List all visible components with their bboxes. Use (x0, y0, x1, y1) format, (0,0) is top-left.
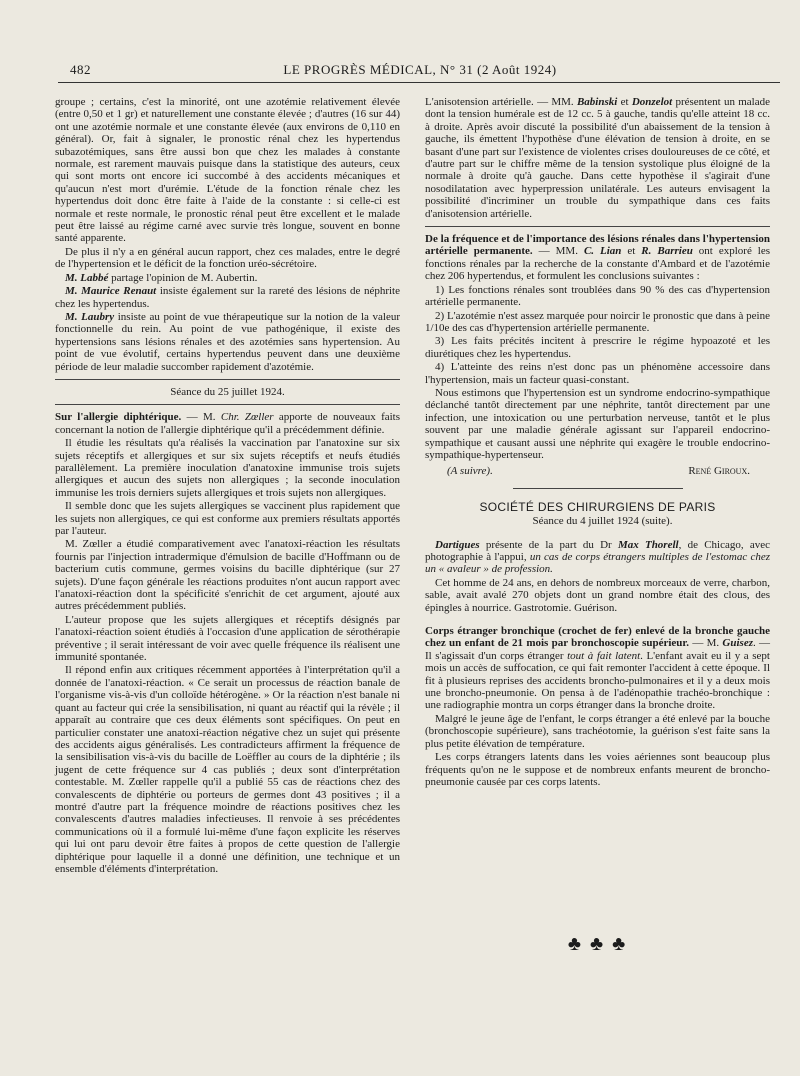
paragraph: M. Maurice Renaut insiste également sur la rareté des lésions de néphrite chez les hypertendus. (55, 285, 400, 310)
paragraph: De plus il n'y a en général aucun rapport, chez ces malades, entre le degré de l'hypertension et le déficit de la fonction uréo-sécrétoire. (55, 245, 400, 271)
paragraph: Malgré le jeune âge de l'enfant, le corps étranger a été enlevé par la bouche (bronchoscopie supérieure), sans trachéotomie, la guérison s'est faite sans la plus petite élévation de température. (425, 712, 770, 750)
to-be-continued: (A suivre). (447, 465, 493, 478)
paragraph: Il répond enfin aux critiques récemment apportées à l'interprétation qu'il a donnée de l'anatoxi-réaction. « Ce serait un processus de réaction banale de l'organisme vis-à-vis d'un colloïde hétérogène. » Or la réaction n'est banale ni quant au facteur qui crée la sensibilisation, ni quant au réactif qui la révèle ; il apparaît au contraire que ces deux éléments sont spécifiques. On peut en particulier constater une anatoxi-réaction négative chez un sujet qui présente des accidents aigus généralisés. Les contradicteurs affirment la fréquence de la sensibilisation vis-à-vis du bacille de Loëffler au cours de la diphtérie ; ils jugent de cette fréquence sur 4 cas publiés ; deux sont d'interprétation contestable. M. Zœller rappelle qu'il a publié 55 cas de réactions chez des convalescents de diphtérie ou porteurs de germes dont 43 positives ; il a montré d'autre part la fréquence moindre de réactions positives chez les convalescents d'autres maladies infectieuses. Il renvoie à ses précédentes communications où il a formulé lui-même d'une façon explicite les réserves qui lui ont paru devoir être faites à propos de cette question de l'allergie diphtérique pour laquelle il a donné une définition, une technique et un ensemble d'éléments d'interprétation. (55, 664, 400, 875)
right-column (425, 96, 771, 956)
seance-date: Séance du 4 juillet 1924 (suite). (532, 515, 673, 528)
paragraph: Corps étranger bronchique (crochet de fer) enlevé de la bronche gauche chez un enfant de 21 mois par bronchoscopie supérieur. — M. Guisez. — Il s'agissait d'un corps étranger tout à fait latent. L'enfant avait eu il y a sept mois un accès de suffocation, ce qui fait remonter l'accident à cette époque. Il fit à plusieurs reprises des accidents broncho-pulmonaires et il y a deux mois une broncho-pneumonie. On pensa à de l'adénopathie trachéo-bronchique : une radiographie montra un corps étranger dans la bronche droite. (425, 625, 771, 712)
signature-line (425, 465, 770, 477)
paragraph: Il étudie les résultats qu'a réalisés la vaccination par l'anatoxine sur six sujets réceptifs et allergiques et sur six sujets réceptifs et neufs étudiés parallèlement. La première inoculation d'anatoxine immunise trois sujets allergiques et aucun des sujets non allergiques ; la seconde inoculation immunise les trois derniers sujets allergiques et trois sujets non allergiques. (55, 437, 400, 499)
section-divider (425, 226, 770, 227)
header-rule (58, 82, 780, 83)
conclusion-item: 2) L'azotémie n'est assez marquée pour noircir le pronostic que dans à peine 1/10e des cas d'hypertension artérielle permanente. (425, 309, 770, 334)
paragraph: L'auteur propose que les sujets allergiques et réceptifs désignés par l'anatoxi-réaction soient étudiés à l'occasion d'une application de sérothérapie préventive ; il serait intéressant de voir avec quelle fréquence ils réalisent une immunité spontanée. (55, 613, 400, 664)
conclusion-item: 4) L'atteinte des reins n'est donc pas un phénomène accessoire dans l'hypertension, mais un facteur quasi-constant. (425, 361, 770, 386)
author-name: René Giroux. (688, 465, 750, 478)
journal-title: LE PROGRÈS MÉDICAL, N° 31 (2 Août 1924) (283, 62, 557, 77)
page-header (70, 62, 770, 80)
ornament-icon: ♣ ♣ ♣ (567, 933, 628, 956)
paragraph: M. Laubry insiste au point de vue thérapeutique sur la notion de la valeur fonctionnelle du rein. Au point de vue pathogénique, il existe des hypertensions sans lésions rénales et des azotémies sans hypertension. Au point de vue évolutif, certains hypertendus peuvent dans une deuxième période de leur maladie succomber rapidement d'azotémie. (55, 310, 400, 373)
section-divider (55, 379, 400, 380)
paragraph: L'anisotension artérielle. — MM. Babinski et Donzelot présentent un malade dont la tension humérale est de 12 cc. 5 à gauche, tandis qu'elle atteint 18 cc. à droite. Après avoir discuté la possibilité d'un abaissement de la tension à gauche, ils émettent l'hypothèse d'une élévation de tension à droite, en se basant d'une part sur l'existence de violentes crises douloureuses de ce côté, et d'autre part sur le chiffre même de la tension systolique plus éloigné de la normale à droite qu'à gauche. Dans cette hypothèse il s'agirait d'une nosodilatation avec hyperpression unilatérale. Les auteurs envisagent la possibilité d'incriminer un trouble du sympathique dans ces faits d'anisotension artérielle. (425, 96, 770, 220)
paragraph: M. Labbé partage l'opinion de M. Aubertin. (65, 271, 258, 284)
seance-date: Séance du 25 juillet 1924. (170, 385, 285, 398)
paragraph: Dartigues présente de la part du Dr Max Thorell, de Chicago, avec photographie à l'appui, un cas de corps étrangers multiples de l'estomac chez un « avaleur » de profession. (425, 538, 770, 576)
paragraph: Il semble donc que les sujets allergiques se vaccinent plus rapidement que les sujets non allergiques, ce qui est conforme aux premiers résultats apportés par l'auteur. (55, 500, 400, 537)
left-column (55, 96, 400, 876)
paragraph: Nous estimons que l'hypertension est un syndrome endocrino-sympathique déclanché tantôt directement par une néphrite, tantôt directement par une infection, une intoxication ou une perturbation nerveuse, tantôt et le plus souvent par une maladie générale agissant sur l'appareil endocrino-sympathique et causant aussi une néphrite qui exagère le trouble endocrino-sympathique-hypertenseur. (425, 386, 770, 461)
paragraph: De la fréquence et de l'importance des lésions rénales dans l'hypertension artérielle permanente. — MM. C. Lian et R. Barrieu ont exploré les fonctions rénales par la recherche de la constante d'Ambard et de l'azotémie chez 206 hypertendus, et formulent les conclusions suivantes : (425, 233, 771, 283)
section-divider (513, 488, 683, 489)
paragraph: M. Zœller a étudié comparativement avec l'anatoxi-réaction les résultats fournis par l'injection intradermique d'émulsion de bacille d'Hoffmann ou de bacterium cutis commune, germes voisins du bacille diphtérique (sur 27 sujets). D'une façon générale les réactions produites n'ont aucun rapport avec l'anatoxi-réaction dont la spécificité s'enrichit de cet argument, ajouté aux autres précédemment publiés. (55, 538, 400, 613)
conclusion-item: 3) Les faits précités incitent à prescrire le régime hypoazoté et les diurétiques chez les hypertendus. (425, 335, 770, 360)
society-heading: SOCIÉTÉ DES CHIRURGIENS DE PARIS (479, 499, 716, 514)
page-number: 482 (70, 62, 91, 77)
section-divider (55, 404, 400, 405)
paragraph: groupe ; certains, c'est la minorité, ont une azotémie relativement élevée (entre 0,50 et 1 gr) et naturellement une constante élevée ; d'autres (16 sur 44) ont une azotémie normale et une constante élevée (aux environs de 0,110 en général). Or, fait à signaler, le pronostic rénal chez les hypertendus subazotémiques, sans être aussi bon que chez les malades à constante normale, est rarement mauvais puisque dans la statistique des auteurs, ceux qui sont morts ont encore ici succombé à des accidents mécaniques et qu'aucun n'est mort d'urémie. L'étude de la fonction rénale chez les hypertendus doit donc être faite à l'aide de la constante : si celle-ci est normale et reste normale, le pronostic rénal peut être excellent et le malade peut être laissé au régime carné avec survie très longue, souvent en bonne santé apparente. (55, 96, 400, 245)
conclusion-item: 1) Les fonctions rénales sont troublées dans 90 % des cas d'hypertension artérielle permanente. (425, 283, 770, 309)
paragraph: Cet homme de 24 ans, en dehors de nombreux morceaux de verre, charbon, sable, avait avalé 270 objets dont un grand nombre était des clous, des épingles à nourrice. Gastrotomie. Guérison. (425, 576, 770, 614)
paragraph: Les corps étrangers latents dans les voies aériennes sont beaucoup plus fréquents qu'on ne le suppose et de nombreux enfants meurent de broncho-pneumonie causée par ces corps latents. (425, 751, 770, 788)
paragraph: Sur l'allergie diphtérique. — M. Chr. Zœller apporte de nouveaux faits concernant la notion de l'allergie diphtérique qu'il a précédemment définie. (55, 411, 401, 436)
